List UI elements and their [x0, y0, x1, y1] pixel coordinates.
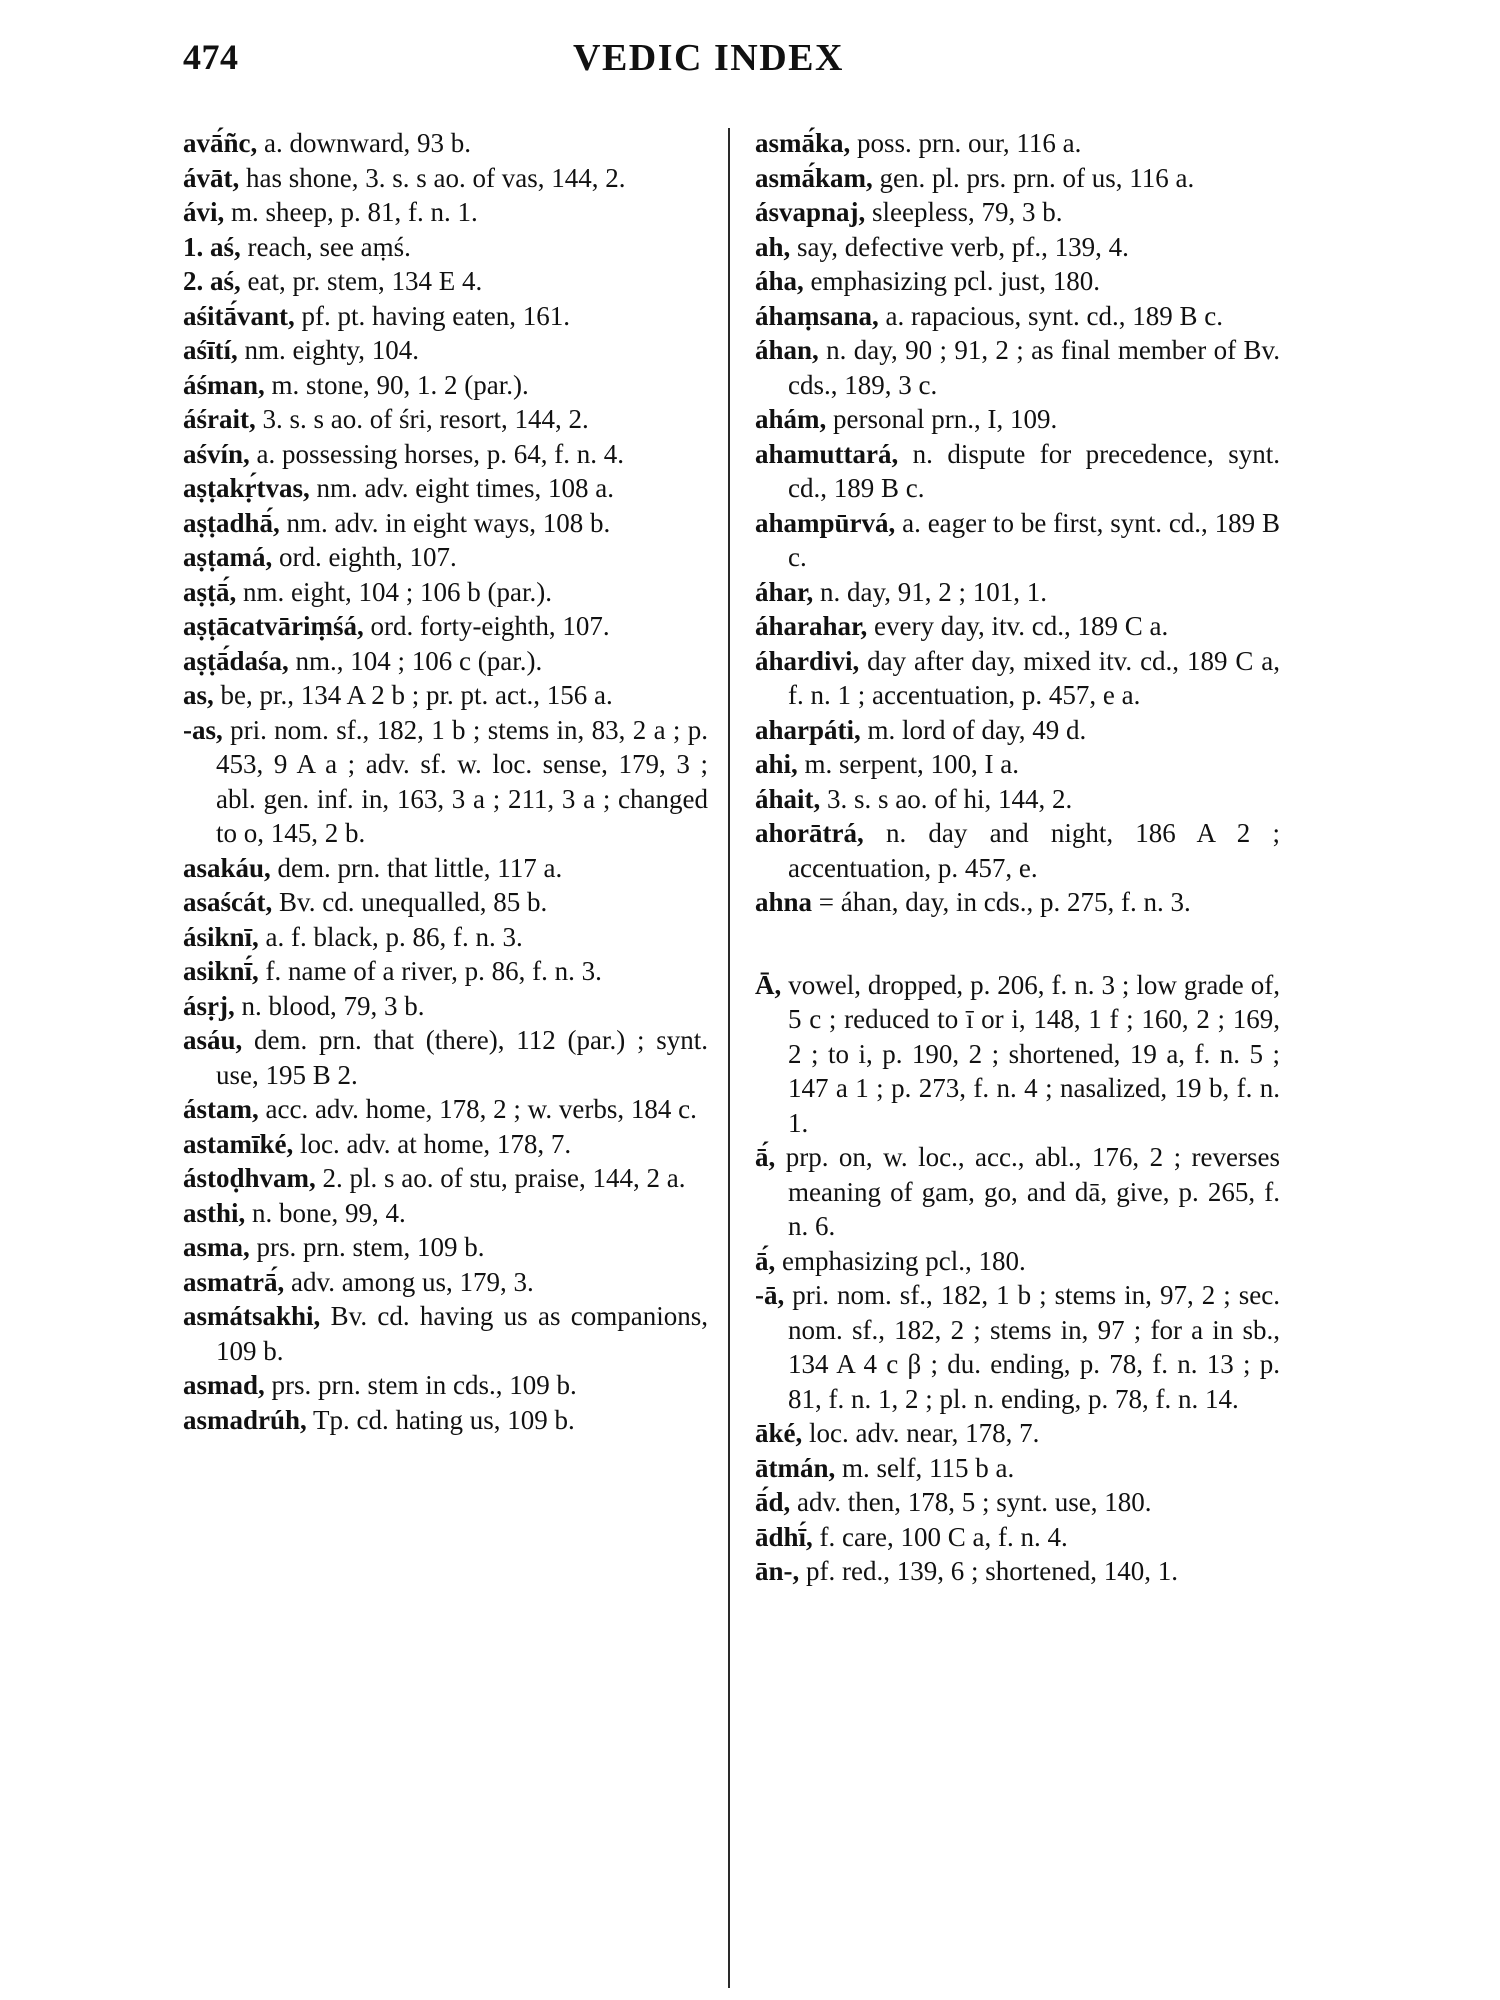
index-entry — [755, 1140, 1280, 1244]
entry-headword: ávi, — [183, 197, 225, 227]
right-column-group-a — [755, 126, 1280, 920]
index-entry — [755, 816, 1280, 885]
index-entry — [755, 968, 1280, 1141]
entry-definition: loc. adv. near, 178, 7. — [802, 1418, 1040, 1448]
entry-definition: a. rapacious, synt. cd., 189 B c. — [878, 300, 1223, 331]
entry-definition: a. downward, 93 b. — [257, 128, 471, 158]
entry-headword: áśman, — [183, 369, 265, 400]
index-entry — [755, 1451, 1280, 1486]
entry-headword: áhar, — [755, 576, 814, 607]
entry-headword: ā́d, — [755, 1487, 791, 1517]
index-entry — [183, 713, 708, 851]
entry-definition: Bv. cd. having us as companions, 109 b. — [216, 1301, 708, 1366]
entry-headword: áśrait, — [183, 404, 256, 434]
entry-definition: m. stone, 90, 1. 2 (par.). — [264, 369, 529, 400]
entry-headword: Ā, — [755, 969, 782, 1000]
index-entry — [755, 1520, 1280, 1555]
index-entry — [755, 195, 1280, 230]
entry-definition: a. f. black, p. 86, f. n. 3. — [258, 921, 523, 952]
index-entry — [755, 126, 1280, 161]
index-entry — [183, 1127, 708, 1162]
index-entry — [183, 437, 708, 472]
entry-definition: Bv. cd. unequalled, 85 b. — [272, 887, 548, 917]
entry-definition: gen. pl. prs. prn. of us, 116 a. — [872, 162, 1195, 193]
entry-definition: m. sheep, p. 81, f. n. 1. — [224, 197, 478, 227]
entry-headword: asaścát, — [183, 887, 273, 917]
index-entry — [755, 333, 1280, 402]
entry-headword: 1. aś, — [183, 231, 241, 262]
entry-headword: áhan, — [755, 335, 819, 365]
entry-definition: n. day, 91, 2 ; 101, 1. — [813, 576, 1048, 607]
entry-headword: aṣṭā́, — [183, 576, 237, 607]
entry-headword: aṣṭakṛ́tvas, — [183, 473, 310, 503]
entry-headword: -as, — [183, 714, 223, 745]
entry-definition: n. day and night, 186 A 2 ; accentuation, p. 457, e. — [788, 818, 1280, 883]
index-entry — [183, 1092, 708, 1127]
index-entry — [183, 126, 708, 161]
entry-definition: reach, see aṃś. — [240, 231, 411, 262]
index-entry — [183, 609, 708, 644]
index-entry — [183, 264, 708, 299]
index-entry — [183, 575, 708, 610]
entry-headword: ah, — [755, 231, 791, 262]
entry-headword: āké, — [755, 1418, 803, 1448]
index-entry — [755, 264, 1280, 299]
index-entry — [183, 1368, 708, 1403]
index-entry — [183, 471, 708, 506]
entry-headword: áha, — [755, 266, 804, 296]
entry-definition: a. eager to be first, synt. cd., 189 B c. — [788, 507, 1280, 572]
entry-headword: ā́, — [755, 1142, 776, 1172]
entry-definition: m. serpent, 100, I a. — [797, 749, 1019, 779]
entry-headword: ástam, — [183, 1094, 259, 1124]
index-entry — [755, 402, 1280, 437]
entry-definition: has shone, 3. s. s ao. of vas, 144, 2. — [239, 162, 626, 193]
entry-definition: nm. eighty, 104. — [237, 335, 420, 365]
entry-definition: pf. pt. having eaten, 161. — [294, 300, 570, 331]
entry-definition: emphasizing pcl., 180. — [775, 1245, 1026, 1276]
entry-definition: n. bone, 99, 4. — [245, 1197, 406, 1228]
entry-headword: áhait, — [755, 783, 821, 814]
index-entry — [755, 575, 1280, 610]
index-entry — [183, 851, 708, 886]
section-gap — [755, 920, 1280, 968]
entry-definition: day after day, mixed itv. cd., 189 C a, f. n. 1 ; accentuation, p. 457, e a. — [788, 645, 1280, 710]
entry-definition: be, pr., 134 A 2 b ; pr. pt. act., 156 a. — [213, 680, 613, 710]
entry-headword: áhardivi, — [755, 645, 860, 676]
entry-headword: asthi, — [183, 1197, 246, 1228]
entry-headword: astamīké, — [183, 1128, 294, 1159]
entry-headword: asmadrúh, — [183, 1404, 307, 1435]
index-entry — [755, 299, 1280, 334]
entry-headword: ān-, — [755, 1556, 800, 1586]
entry-definition: prs. prn. stem in cds., 109 b. — [264, 1370, 577, 1400]
entry-headword: asmátsakhi, — [183, 1301, 321, 1331]
index-entry — [755, 1485, 1280, 1520]
entry-headword: ahám, — [755, 404, 827, 434]
entry-headword: -ā, — [755, 1280, 785, 1310]
entry-headword: aśītí, — [183, 335, 238, 365]
entry-definition: prp. on, w. loc., acc., abl., 176, 2 ; reverses meaning of gam, go, and dā, give, p. 265, f. n. 6. — [775, 1142, 1280, 1241]
entry-headword: ādhī́, — [755, 1521, 813, 1552]
entry-definition: m. lord of day, 49 d. — [860, 714, 1087, 745]
entry-definition: = áhan, day, in cds., p. 275, f. n. 3. — [812, 887, 1191, 917]
index-entry — [755, 161, 1280, 196]
index-entry — [183, 230, 708, 265]
index-entry — [183, 1403, 708, 1438]
index-entry — [183, 506, 708, 541]
index-entry — [183, 1161, 708, 1196]
index-entry — [183, 644, 708, 679]
index-entry — [755, 644, 1280, 713]
index-entry — [755, 885, 1280, 920]
index-entry — [183, 402, 708, 437]
index-entry — [183, 678, 708, 713]
entry-headword: as, — [183, 680, 214, 710]
index-entry — [755, 1278, 1280, 1416]
index-entry — [183, 1196, 708, 1231]
index-entry — [755, 782, 1280, 817]
index-entry — [755, 1244, 1280, 1279]
index-entry — [755, 747, 1280, 782]
entry-definition: 2. pl. s ao. of stu, praise, 144, 2 a. — [315, 1163, 686, 1193]
entry-definition: vowel, dropped, p. 206, f. n. 3 ; low grade of, 5 c ; reduced to ī or i, 148, 1 f ; 160, 2 ; 169, 2 ; to i, p. 190, 2 ; shortened, 19 a, f. n. 5 ; 147 a 1 ; p. 273, f. n. 4 ; nasalized, 19 b, f. n. 1. — [781, 969, 1280, 1138]
index-entry — [183, 1023, 708, 1092]
entry-headword: ahamuttará, — [755, 438, 899, 469]
entry-definition: f. care, 100 C a, f. n. 4. — [812, 1521, 1068, 1552]
entry-definition: m. self, 115 b a. — [835, 1452, 1015, 1483]
entry-headword: ástoḍhvam, — [183, 1163, 316, 1193]
entry-definition: dem. prn. that (there), 112 (par.) ; synt. use, 195 B 2. — [216, 1025, 708, 1090]
entry-definition: personal prn., I, 109. — [826, 404, 1058, 434]
entry-headword: avā́ñc, — [183, 128, 258, 158]
entry-headword: aṣṭācatvāriṃśá, — [183, 611, 364, 641]
left-column — [183, 126, 708, 1437]
entry-headword: asmā́kam, — [755, 162, 873, 193]
entry-headword: asakáu, — [183, 852, 271, 883]
index-entry — [183, 1230, 708, 1265]
entry-definition: loc. adv. at home, 178, 7. — [293, 1128, 572, 1159]
entry-headword: ásvapnaj, — [755, 197, 866, 227]
entry-headword: ātmán, — [755, 1452, 836, 1483]
index-entry — [183, 333, 708, 368]
entry-definition: pri. nom. sf., 182, 1 b ; stems in, 83, 2 a ; p. 453, 9 A a ; adv. sf. w. loc. sense, 179, 3 ; abl. gen. inf. in, 163, 3 a ; 211, 3 a ; changed to o, 145, 2 b. — [216, 714, 708, 848]
entry-headword: aśitā́vant, — [183, 300, 295, 331]
entry-definition: n. day, 90 ; 91, 2 ; as final member of Bv. cds., 189, 3 c. — [788, 335, 1280, 400]
entry-definition: ord. forty-eighth, 107. — [363, 611, 610, 641]
index-entry — [755, 506, 1280, 575]
entry-headword: aṣṭamá, — [183, 542, 273, 572]
entry-headword: 2. aś, — [183, 266, 241, 296]
entry-definition: pri. nom. sf., 182, 1 b ; stems in, 97, 2 ; sec. nom. sf., 182, 2 ; stems in, 97 ; for a in sb., 134 A 4 c β ; du. ending, p. 78, f. n. 13 ; p. 81, f. n. 1, 2 ; pl. n. ending, p. 78, f. n. 14. — [784, 1280, 1280, 1414]
entry-headword: ā́, — [755, 1245, 776, 1276]
index-entry — [183, 989, 708, 1024]
entry-definition: pf. red., 139, 6 ; shortened, 140, 1. — [799, 1556, 1178, 1586]
entry-headword: aṣṭadhā́, — [183, 507, 280, 538]
index-entry — [755, 713, 1280, 748]
entry-definition: ord. eighth, 107. — [272, 542, 457, 572]
entry-headword: ahi, — [755, 749, 798, 779]
entry-definition: Tp. cd. hating us, 109 b. — [306, 1404, 575, 1435]
entry-headword: áharahar, — [755, 611, 868, 641]
entry-definition: sleepless, 79, 3 b. — [865, 197, 1063, 227]
entry-definition: acc. adv. home, 178, 2 ; w. verbs, 184 c. — [258, 1094, 697, 1124]
index-entry — [755, 230, 1280, 265]
entry-headword: ásiknī, — [183, 921, 259, 952]
entry-headword: asmatrā́, — [183, 1266, 285, 1297]
entry-headword: asáu, — [183, 1025, 243, 1055]
entry-definition: prs. prn. stem, 109 b. — [249, 1232, 485, 1262]
entry-headword: aharpáti, — [755, 714, 861, 745]
entry-headword: aśvín, — [183, 438, 250, 469]
entry-definition: adv. then, 178, 5 ; synt. use, 180. — [790, 1487, 1152, 1517]
entry-headword: aṣṭā́daśa, — [183, 645, 289, 676]
entry-definition: 3. s. s ao. of hi, 144, 2. — [820, 783, 1073, 814]
entry-definition: adv. among us, 179, 3. — [284, 1266, 534, 1297]
right-column-group-b — [755, 968, 1280, 1589]
index-entry — [755, 1416, 1280, 1451]
entry-definition: nm. adv. eight times, 108 a. — [309, 473, 614, 503]
index-entry — [183, 195, 708, 230]
index-entry — [183, 1265, 708, 1300]
entry-definition: nm. eight, 104 ; 106 b (par.). — [236, 576, 552, 607]
entry-headword: ávāt, — [183, 162, 240, 193]
entry-definition: n. dispute for precedence, synt. cd., 189 B c. — [788, 438, 1280, 503]
right-column — [755, 126, 1280, 1589]
entry-definition: nm. adv. in eight ways, 108 b. — [279, 507, 611, 538]
entry-headword: asiknī́, — [183, 956, 259, 986]
entry-definition: eat, pr. stem, 134 E 4. — [240, 266, 483, 296]
index-entry — [755, 1554, 1280, 1589]
index-entry — [183, 299, 708, 334]
entry-definition: say, defective verb, pf., 139, 4. — [790, 231, 1129, 262]
index-entry — [183, 161, 708, 196]
entry-definition: f. name of a river, p. 86, f. n. 3. — [258, 956, 602, 986]
entry-headword: asma, — [183, 1232, 250, 1262]
entry-headword: ásṛj, — [183, 990, 235, 1021]
entry-headword: ahampūrvá, — [755, 507, 896, 538]
index-entry — [183, 954, 708, 989]
index-entry — [183, 920, 708, 955]
index-entry — [183, 540, 708, 575]
entry-headword: ahna — [755, 887, 813, 917]
entry-definition: nm., 104 ; 106 c (par.). — [288, 645, 543, 676]
column-divider — [728, 128, 730, 1988]
index-entry — [183, 1299, 708, 1368]
entry-headword: asmā́ka, — [755, 128, 851, 158]
entry-definition: a. possessing horses, p. 64, f. n. 4. — [249, 438, 625, 469]
page-number: 474 — [183, 37, 239, 77]
entry-definition: 3. s. s ao. of śri, resort, 144, 2. — [255, 404, 589, 434]
index-entry — [755, 609, 1280, 644]
entry-definition: poss. prn. our, 116 a. — [850, 128, 1082, 158]
index-entry — [183, 368, 708, 403]
page-header — [183, 36, 1283, 96]
running-head: VEDIC INDEX — [573, 37, 844, 79]
entry-headword: ahorātrá, — [755, 818, 864, 848]
entry-definition: dem. prn. that little, 117 a. — [270, 852, 563, 883]
entry-headword: asmad, — [183, 1370, 265, 1400]
entry-definition: n. blood, 79, 3 b. — [234, 990, 425, 1021]
index-entry — [183, 885, 708, 920]
entry-definition: emphasizing pcl. just, 180. — [803, 266, 1100, 296]
entry-definition: every day, itv. cd., 189 C a. — [867, 611, 1169, 641]
entry-headword: áhaṃsana, — [755, 300, 879, 331]
index-entry — [755, 437, 1280, 506]
